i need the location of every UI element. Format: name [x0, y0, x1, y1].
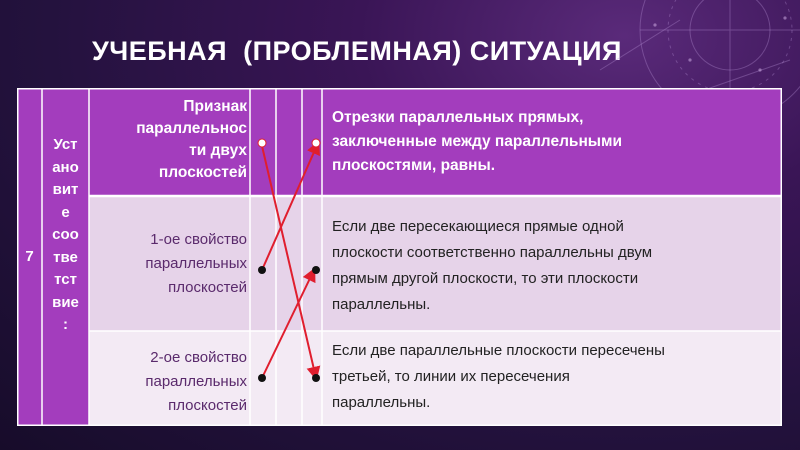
side-label-line: вие: [52, 293, 79, 311]
row2-left-text: [95, 346, 247, 418]
row1-right-text: [332, 214, 780, 318]
header-left-line: ти двух: [189, 142, 247, 159]
side-label-line: тст: [54, 271, 77, 288]
side-label-line: соо: [52, 226, 79, 243]
side-label: [42, 134, 89, 337]
row1-dot-cell-2: [276, 196, 302, 331]
header-left-line: параллельнос: [136, 120, 247, 137]
row1-right-line: Если две пересекающиеся прямые одной: [332, 218, 624, 235]
row2-left-line: 2-ое свойство: [150, 349, 247, 366]
header-dot-cell-2: [276, 88, 302, 196]
side-label-line: вит: [52, 181, 79, 198]
row2-left-line: плоскостей: [168, 397, 247, 414]
row-number: 7: [25, 248, 34, 265]
side-label-line: Уст: [53, 136, 78, 153]
side-label-line: тве: [53, 248, 78, 266]
row1-right-line: параллельны.: [332, 296, 431, 313]
header-dot-cell-1: [250, 88, 276, 196]
row2-right-line: параллельны.: [332, 394, 431, 411]
row2-left-line: параллельных: [145, 373, 247, 390]
header-right-line: Отрезки параллельных прямых,: [332, 109, 584, 126]
row1-right-line: прямым другой плоскости, то эти плоскости: [332, 270, 639, 287]
row1-dot-cell-3: [302, 196, 322, 331]
side-label-line: :: [63, 316, 68, 333]
row2-dot-cell-2: [276, 331, 302, 426]
row2-dot-cell-3: [302, 331, 322, 426]
header-left-text: [95, 96, 247, 184]
header-right-text: [332, 106, 772, 178]
row2-right-text: [332, 338, 780, 416]
row1-left-line: параллельных: [145, 255, 247, 272]
row2-dot-cell-1: [250, 331, 276, 426]
header-right-line: заключенные между параллельными: [332, 133, 623, 150]
comparison-table: [17, 88, 782, 426]
row1-left-line: плоскостей: [168, 279, 247, 296]
slide-title: УЧЕБНАЯ (ПРОБЛЕМНАЯ) СИТУАЦИЯ: [92, 36, 622, 66]
row2-right-line: третьей, то линии их пересечения: [332, 368, 570, 385]
row1-dot-cell-1: [250, 196, 276, 331]
row1-left-text: [95, 228, 247, 300]
header-left-line: Признак: [183, 98, 247, 115]
side-label-line: е: [61, 203, 70, 221]
header-right-line: плоскостями, равны.: [332, 157, 496, 174]
row1-right-line: плоскости соответственно параллельны двум: [332, 244, 653, 261]
side-label-line: ано: [52, 158, 79, 176]
header-left-line: плоскостей: [158, 164, 247, 181]
header-dot-cell-3: [302, 88, 322, 196]
row1-left-line: 1-ое свойство: [150, 231, 247, 248]
row2-right-line: Если две параллельные плоскости пересечены: [332, 342, 665, 359]
